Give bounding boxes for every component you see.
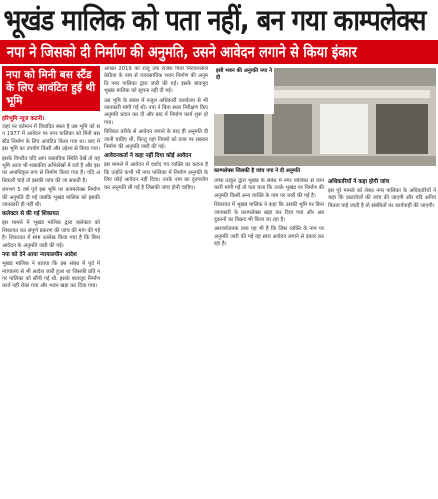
sidebar-paragraph: भूखंड मालिक ने बताया कि इस संबंध में पूर्व में न्यायालय से भी आदेश जारी हुआ था जिसकी प्रति नगर पालिका को सौंपी गई थी, इसके बावजूद निर्माण कार्य नहीं रोका गया और भवन खड़ा कर दिया गया। — [2, 261, 100, 290]
article-paragraph: इस मामले में आवेदन में दर्शाए गए व्यक्ति का कहना है कि उन्होंने कभी भी नगर पालिका में निर्माण अनुमति के लिए कोई आवेदन नहीं दिया। उनके नाम का दुरुपयोग कर अनुमति ली गई है जिसकी जांच होनी चाहिए। — [104, 162, 208, 191]
sidebar-boxed-title: नपा को मिनी बस स्टैंड के लिए आवंटित हुई थी भूमि — [2, 66, 100, 111]
headline-text: भूखंड मालिक को पता नहीं, बन गया काम्पलेक्स — [3, 3, 426, 37]
sidebar-subheading: नपा को देने आया न्यायालयीन आदेश — [2, 252, 77, 259]
sidebar-byline: हरिभूमि न्यूज कटनी। — [2, 116, 45, 122]
page-subheadline — [0, 40, 438, 64]
article-paragraph: विधिवत तरीके से आवेदन लगाने के बाद ही अनुमति दी जानी चाहिए थी, किन्तु यहां नियमों को ताक पर रखकर निर्माण की अनुमति जारी की गई। — [104, 129, 208, 151]
sidebar-paragraph: इसके विपरीत यदि आप वास्तविक स्थिति देखें तो यह भूमि आज भी शासकीय अभिलेखों में दर्ज है और इस पर अनाधिकृत रूप से निर्माण किया गया है। यदि अधिकारी चाहें तो इसकी जांच की जा सकती है। — [2, 155, 100, 184]
photo-caption-1: इसी भवन की अनुमति नपा ने दी — [216, 68, 272, 82]
article-paragraph: आश्चर्यजनक तथ्य यह भी है कि जिस व्यक्ति के नाम पर अनुमति जारी की गई वह स्वयं आवेदन लगाने से इंकार कर रहा है। — [214, 226, 324, 248]
page-headline — [0, 0, 438, 40]
sidebar-paragraph: जहां पर वर्तमान में विवादित स्थल है उस भूमि को सन 1977 में आवेदन पर नगर पालिका को मिनी बस स्टैंड निर्माण के लिए आवंटित किया गया था। बाद में इस भूमि का उपयोग किसी और उद्देश्य से किया गया। — [2, 124, 100, 153]
article-paragraph: शिकायत में भूखंड मालिक ने कहा कि उसकी भूमि पर बिना जानकारी के काम्पलेक्स खड़ा कर दिया गया और अब दुकानों का विक्रय भी किया जा रहा है। — [214, 202, 324, 224]
right-column-left — [214, 178, 324, 497]
subheadline-text: नपा ने जिसको दी निर्माण की अनुमति, उसने आवेदन लगाने से किया इंकार — [6, 43, 357, 61]
article-subheading: आवेदनकर्ता ने कहा नहीं दिया कोई आवेदन — [104, 153, 192, 160]
sidebar-subheading: कलेक्टर से की गई शिकायत — [2, 211, 59, 218]
sidebar-paragraph: लगभग 5 वर्ष पूर्व इस भूमि पर काम्पलेक्स निर्माण की अनुमति दी गई जबकि भूखंड मालिक को इसकी जानकारी ही नहीं थी। — [2, 187, 100, 209]
middle-column — [104, 66, 208, 497]
article-paragraph: अगस्त 2019 को राजू उर्फ राजेश पिता निरंजनलाल केडिया के नाम से व्यावसायिक भवन निर्माण की अनुमति नगर पालिका द्वारा जारी की गई। इसके बावजूद भूखंड मालिक को सूचना नहीं दी गई। — [104, 66, 208, 95]
photo-caption-2: काम्पलेक्स जिसकी है जांच नपा ने दी अनुमति — [214, 168, 301, 174]
article-paragraph: इस पूरे मामले को लेकर नगर पालिका के अधिकारियों ने कहा कि दस्तावेजों की जांच की जाएगी और यदि अनियमितता पाई जाती है तो संबंधितों पर कार्यवाही की जाएगी। — [328, 188, 436, 209]
inset-caption-box — [214, 66, 274, 114]
article-subheading: अधिकारियों ने कहा होगी जांच — [328, 179, 390, 185]
right-column-right — [328, 178, 436, 497]
sidebar-column — [2, 66, 100, 497]
article-paragraph: उस भूमि के संबंध में नजूल अधिकारी कार्यालय से भी जानकारी मांगी गई थी। नपा ने बिना स्थल निरीक्षण किए अनुमति प्रदान कर दी और बाद में निर्माण कार्य शुरू हो गया। — [104, 97, 208, 126]
sidebar-paragraph: इस मामले में भूखंड मालिक द्वारा कलेक्टर को शिकायत कर संपूर्ण प्रकरण की जांच की मांग की गई है। शिकायत में स्पष्ट उल्लेख किया गया है कि बिना आवेदन के अनुमति जारी की गई। — [2, 220, 100, 249]
article-paragraph: उमेश ठाकुर द्वारा भूखंड के संबंध में नगर पालिका से जानकारी मांगी गई तो पता चला कि उनके भूखंड पर निर्माण की अनुमति किसी अन्य व्यक्ति के नाम पर जारी की गई है। — [214, 178, 324, 199]
